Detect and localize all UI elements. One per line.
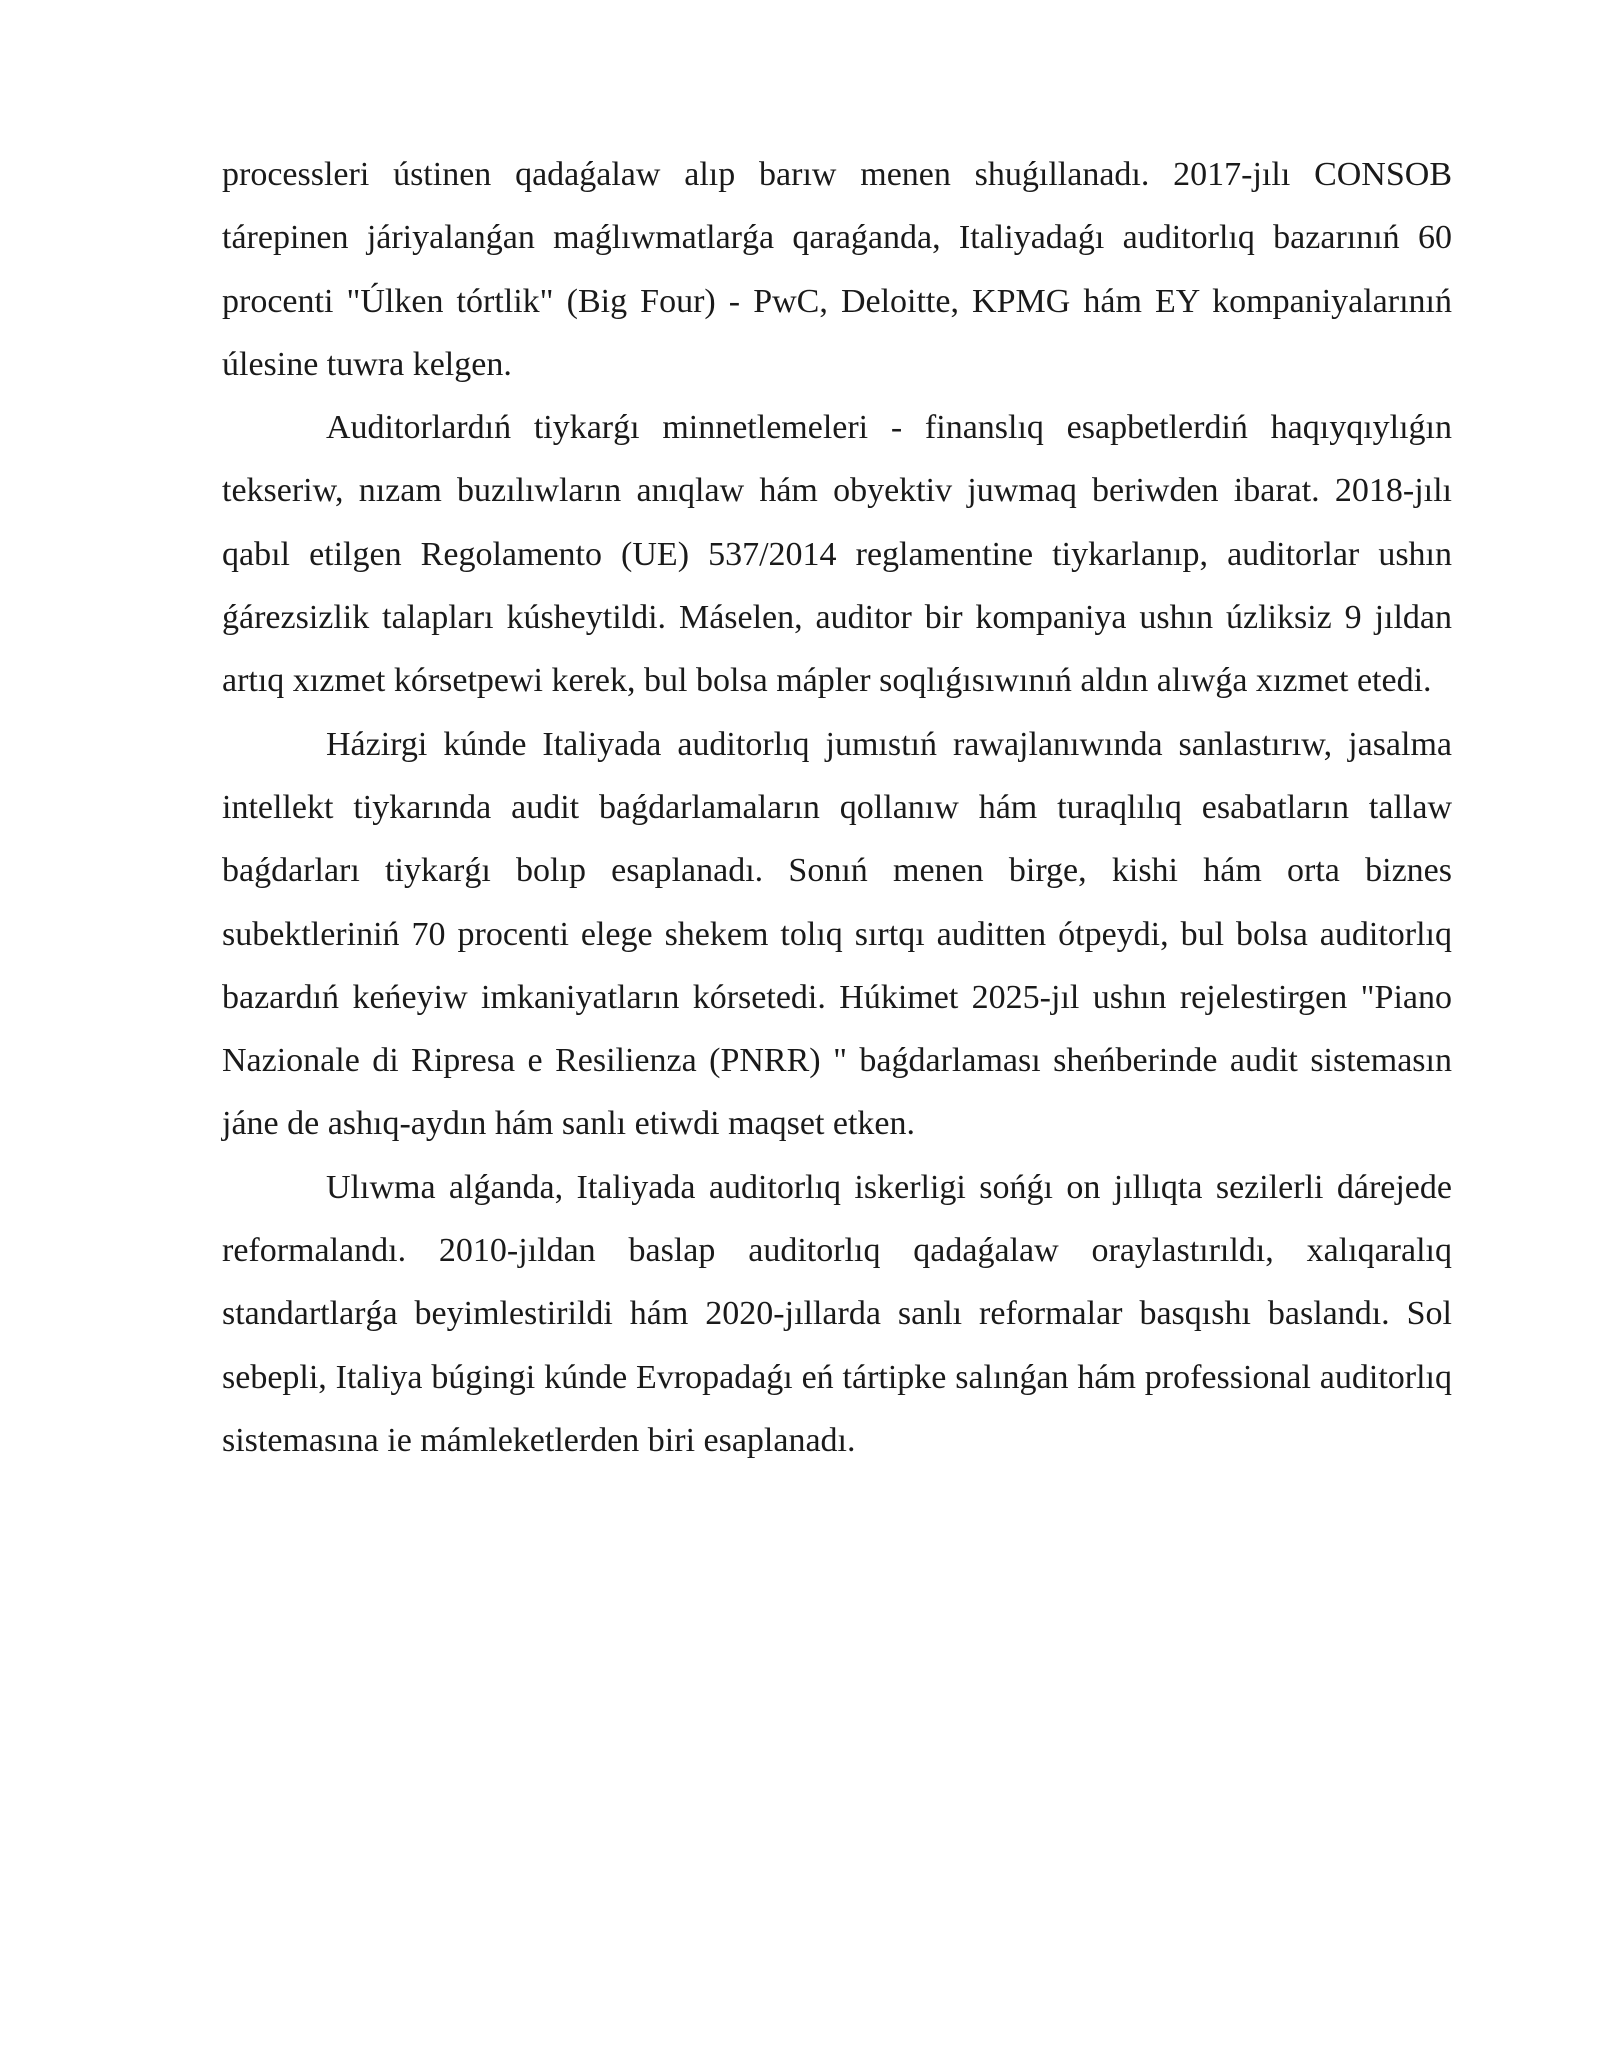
paragraph-auditor-duties: Auditorlardıń tiykarǵı minnetlemeleri - finanslıq esapbetlerdiń haqıyqıylıǵın tekseriw, nızam buzılıwların anıqlaw hám obyektiv juwmaq beriwden ibarat. 2018-jılı qabıl etilgen Regolamento (UE) 537/2014 reglamentine tiykarlanıp, auditorlar ushın ǵárezsizlik talapları kúsheytildi. Máselen, auditor bir kompaniya ushın úzliksiz 9 jıldan artıq xızmet kórsetpewi kerek, bul bolsa mápler soqlıǵısıwınıń aldın alıwǵa xızmet etedi. (222, 409, 1452, 700)
paragraph-conclusion: Ulıwma alǵanda, Italiyada auditorlıq iskerligi sońǵı on jıllıqta sezilerli dárejede reformalandı. 2010-jıldan baslap auditorlıq qadaǵalaw oraylastırıldı, xalıqaralıq standartlarǵa beyimlestirildi hám 2020-jıllarda sanlı reformalar basqıshı baslandı. Sol sebepli, Italiya búgingi kúnde Evropadaǵı eń tártipke salınǵan hám professional auditorlıq sistemasına ie mámleketlerden biri esaplanadı. (222, 1168, 1452, 1459)
paragraph-current-trends: Házirgi kúnde Italiyada auditorlıq jumıstıń rawajlanıwında sanlastırıw, jasalma intellekt tiykarında audit baǵdarlamaların qollanıw hám turaqlılıq esabatların tallaw baǵdarları tiykarǵı bolıp esaplanadı. Sonıń menen birge, kishi hám orta biznes subektleriniń 70 procenti elege shekem tolıq sırtqı auditten ótpeydi, bul bolsa auditorlıq bazardıń keńeyiw imkaniyatların kórsetedi. Húkimet 2025-jıl ushın rejelestirgen "Piano Nazionale di Ripresa e Resilienza (PNRR) " baǵdarlaması sheńberinde audit sistemasın jáne de ashıq-aydın hám sanlı etiwdi maqset etken. (222, 725, 1452, 1143)
paragraph-continuation: processleri ústinen qadaǵalaw alıp barıw menen shuǵıllanadı. 2017-jılı CONSOB tárepinen járiyalanǵan maǵlıwmatlarǵa qaraǵanda, Italiyadaǵı auditorlıq bazarınıń 60 procenti "Úlken tórtlik" (Big Four) - PwC, Deloitte, KPMG hám EY kompaniyalarınıń úlesine tuwra kelgen. (222, 156, 1452, 383)
document-body (222, 143, 1452, 1472)
